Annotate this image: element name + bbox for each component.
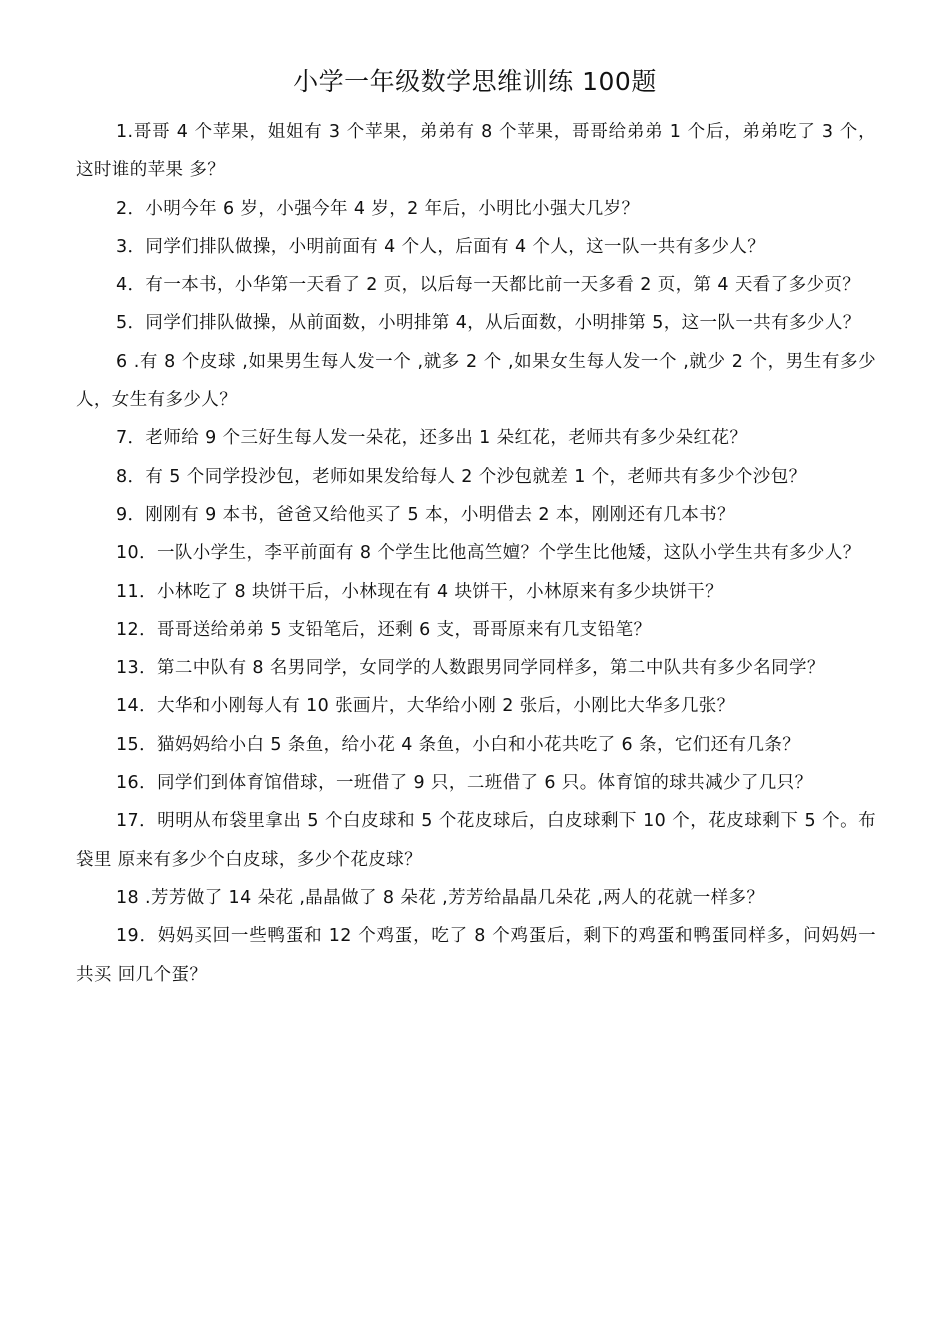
document-title: 小学一年级数学思维训练 100题	[293, 67, 657, 96]
problem-item: 16．同学们到体育馆借球，一班借了 9 只，二班借了 6 只。体育馆的球共减少了几只？	[116, 773, 813, 794]
problem-item: 12．哥哥送给弟弟 5 支铅笔后，还剩 6 支，哥哥原来有几支铅笔？	[116, 619, 652, 640]
problem-list	[76, 113, 876, 994]
problem-item: 9．刚刚有 9 本书，爸爸又给他买了 5 本，小明借去 2 本，刚刚还有几本书？	[116, 504, 735, 525]
problem-item: 5．同学们排队做操，从前面数，小明排第 4，从后面数，小明排第 5，这一队一共有多少人？	[116, 313, 861, 334]
problem-item: 13．第二中队有 8 名男同学，女同学的人数跟男同学同样多，第二中队共有多少名同学？	[116, 658, 825, 679]
problem-item: 3．同学们排队做操，小明前面有 4 个人，后面有 4 个人，这一队一共有多少人？	[116, 236, 766, 257]
problem-item: 10．一队小学生，李平前面有 8 个学生比他高竺嬗？个学生比他矮，这队小学生共有多少人？	[116, 543, 861, 564]
problem-item: 17．明明从布袋里拿出 5 个白皮球和 5 个花皮球后，白皮球剩下 10 个，花皮球剩下 5 个。布袋里 原来有多少个白皮球，多少个花皮球？	[76, 811, 876, 870]
problem-item: 4．有一本书，小华第一天看了 2 页，以后每一天都比前一天多看 2 页，第 4 天看了多少页？	[116, 275, 861, 296]
problem-item: 15．猫妈妈给小白 5 条鱼，给小花 4 条鱼，小白和小花共吃了 6 条，它们还有几条？	[116, 734, 801, 755]
problem-item: 6 .有 8 个皮球 ,如果男生每人发一个 ,就多 2 个 ,如果女生每人发一个 ,就少 2 个，男生有多少 人，女生有多少人？	[76, 351, 876, 411]
problem-item: 1.哥哥 4 个苹果，姐姐有 3 个苹果，弟弟有 8 个苹果，哥哥给弟弟 1 个后，弟弟吃了 3 个，这时谁的苹果 多？	[76, 122, 876, 181]
problem-item: 8．有 5 个同学投沙包，老师如果发给每人 2 个沙包就差 1 个，老师共有多少个沙包？	[116, 466, 807, 487]
problem-item: 18 .芳芳做了 14 朵花 ,晶晶做了 8 朵花 ,芳芳给晶晶几朵花 ,两人的花就一样多？	[116, 887, 765, 908]
problem-item: 11．小林吃了 8 块饼干后，小林现在有 4 块饼干，小林原来有多少块饼干？	[116, 581, 723, 602]
problem-item: 2．小明今年 6 岁，小强今年 4 岁，2 年后，小明比小强大几岁？	[116, 198, 640, 219]
problem-item: 14．大华和小刚每人有 10 张画片，大华给小刚 2 张后，小刚比大华多几张？	[116, 696, 735, 717]
problem-item: 19．妈妈买回一些鸭蛋和 12 个鸡蛋，吃了 8 个鸡蛋后，剩下的鸡蛋和鸭蛋同样多，问妈妈一共买 回几个蛋？	[76, 926, 876, 985]
problem-item: 7．老师给 9 个三好生每人发一朵花，还多出 1 朵红花，老师共有多少朵红花？	[116, 428, 748, 449]
